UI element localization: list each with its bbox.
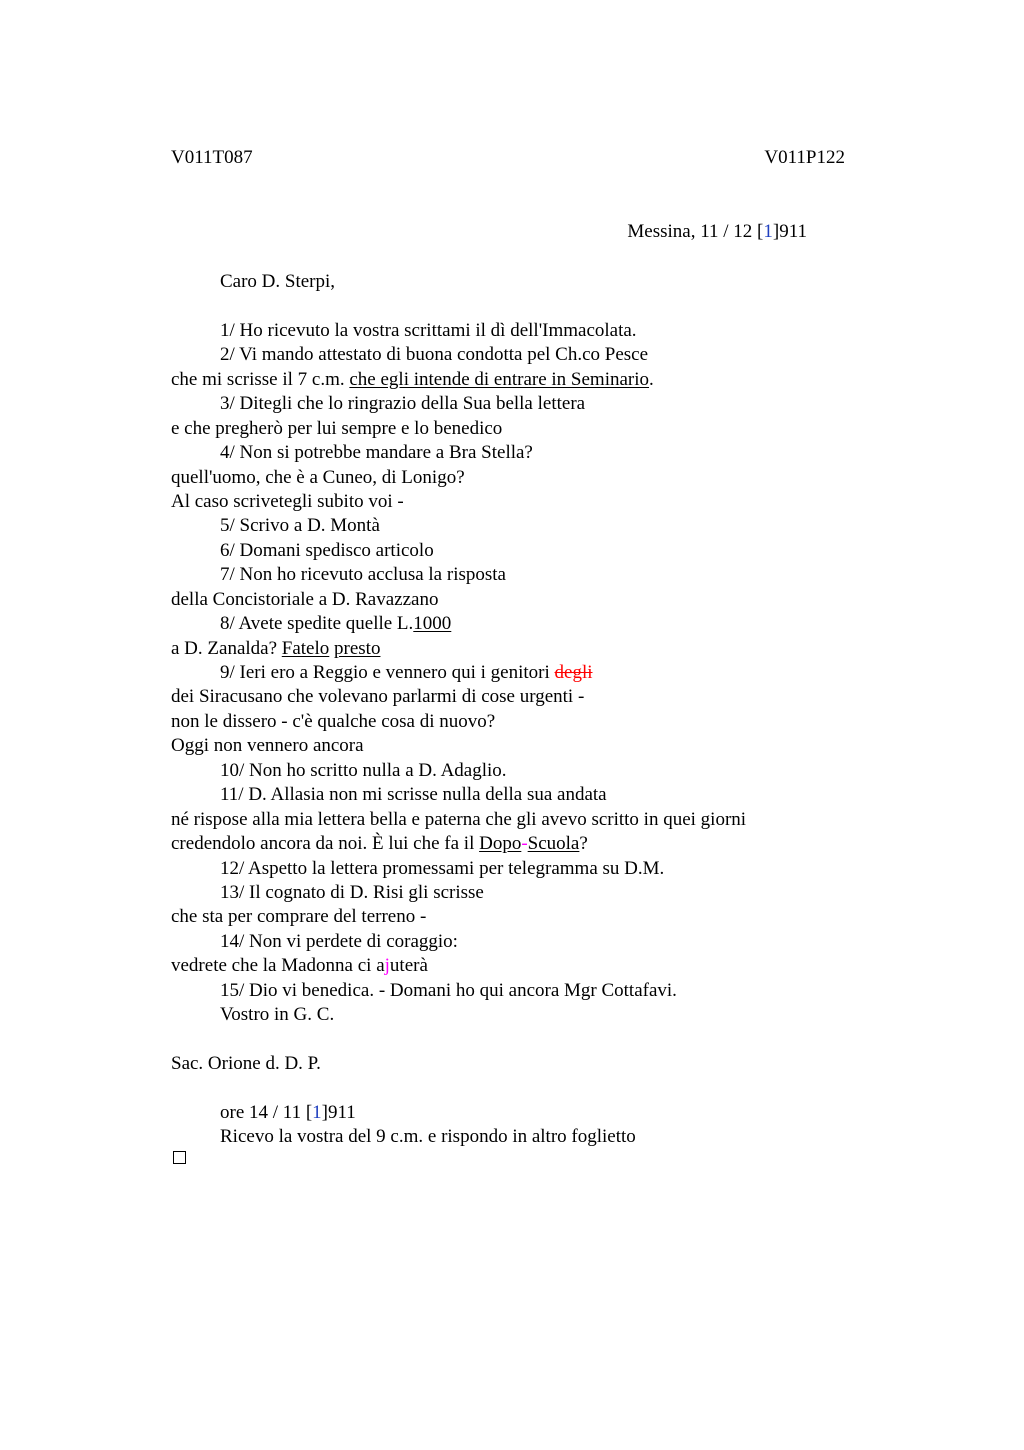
document-code-right: V011P122 xyxy=(764,147,845,168)
inserted-text: j xyxy=(384,955,390,977)
text-span: che mi scrisse il 7 c.m. xyxy=(171,368,350,390)
text-span: 9/ Ieri ero a Reggio e vennero qui i genitori xyxy=(220,662,555,683)
letter-line: e che pregherò per lui sempre e lo benedico xyxy=(171,417,503,439)
letter-line: 6/ Domani spedisco articolo xyxy=(220,539,434,561)
underlined-text: che egli intende di entrare in Seminario xyxy=(349,368,650,390)
letter-line: della Concistoriale a D. Ravazzano xyxy=(171,588,439,610)
letter-line: 2/ Vi mando attestato di buona condotta pel Ch.co Pesce xyxy=(220,344,649,366)
letter-line: 7/ Non ho ricevuto acclusa la risposta xyxy=(220,564,506,586)
letter-line: 5/ Scrivo a D. Montà xyxy=(220,515,380,537)
text-span: vedrete che la Madonna ci a xyxy=(171,955,385,977)
document-code-left: V011T087 xyxy=(171,147,253,168)
letter-line: 3/ Ditegli che lo ringrazio della Sua bella lettera xyxy=(220,393,586,415)
underlined-text: Scuola xyxy=(527,833,580,855)
underlined-text: Fatelo xyxy=(281,637,330,659)
letter-line: non le dissero - c'è qualche cosa di nuovo? xyxy=(171,710,496,732)
text-span: 8/ Avete spedite quelle L. xyxy=(220,613,414,635)
letter-line: 10/ Non ho scritto nulla a D. Adaglio. xyxy=(220,759,507,781)
letter-line: 14/ Non vi perdete di coraggio: xyxy=(220,930,458,952)
letter-line xyxy=(171,661,871,685)
letter-line: che sta per comprare del terreno - xyxy=(171,906,427,928)
letter-line: 12/ Aspetto la lettera promessami per telegramma su D.M. xyxy=(220,857,665,879)
letter-body xyxy=(171,270,871,1150)
letter-line: 4/ Non si potrebbe mandare a Bra Stella? xyxy=(220,442,533,464)
text-span: . xyxy=(649,368,654,390)
text-span: credendolo ancora da noi. È lui che fa il xyxy=(171,833,480,855)
letter-line: dei Siracusano che volevano parlarmi di cose urgenti - xyxy=(171,686,585,708)
text-span: a D. Zanalda? xyxy=(171,637,282,659)
salutation: Caro D. Sterpi, xyxy=(220,271,336,292)
underlined-text: presto xyxy=(334,637,381,659)
underlined-text: 1000 xyxy=(413,613,452,635)
underlined-text: Dopo xyxy=(479,833,522,855)
text-span: uterà xyxy=(389,955,428,977)
dateline-suffix: ]911 xyxy=(772,221,807,242)
letter-line: 1/ Ho ricevuto la vostra scrittami il dì dell'Immacolata. xyxy=(220,319,637,341)
dateline-editorial: 1 xyxy=(763,221,773,242)
letter-line xyxy=(171,954,871,978)
inserted-text: - xyxy=(521,833,528,855)
letter-line xyxy=(171,612,871,636)
letter-line: 15/ Dio vi benedica. - Domani ho qui ancora Mgr Cottafavi. xyxy=(220,979,677,1001)
text-span: ore 14 / 11 [ xyxy=(220,1101,313,1123)
letter-line: 13/ Il cognato di D. Risi gli scrisse xyxy=(220,881,484,903)
letter-line xyxy=(171,832,871,856)
text-span: ]911 xyxy=(321,1101,356,1123)
letter-line: quell'uomo, che è a Cuneo, di Lonigo? xyxy=(171,466,465,488)
letter-line: Oggi non vennero ancora xyxy=(171,735,364,757)
closing: Vostro in G. C. xyxy=(220,1004,335,1026)
letter-line: né rispose alla mia lettera bella e paterna che gli avevo scritto in quei giorni xyxy=(171,808,747,830)
checkbox-empty-icon xyxy=(173,1151,186,1164)
deleted-text: degli xyxy=(554,662,593,683)
text-span: ? xyxy=(579,833,588,855)
postscript-date xyxy=(171,1101,871,1125)
letter-line: Al caso scrivetegli subito voi - xyxy=(171,490,404,512)
dateline-prefix: Messina, 11 / 12 [ xyxy=(627,221,764,242)
editorial-text: 1 xyxy=(312,1101,322,1123)
letter-line xyxy=(171,368,871,392)
postscript-text: Ricevo la vostra del 9 c.m. e rispondo in altro foglietto xyxy=(220,1126,636,1148)
signature: Sac. Orione d. D. P. xyxy=(171,1053,321,1074)
letter-line xyxy=(171,637,871,661)
dateline xyxy=(627,221,807,243)
letter-line: 11/ D. Allasia non mi scrisse nulla della sua andata xyxy=(220,784,607,806)
